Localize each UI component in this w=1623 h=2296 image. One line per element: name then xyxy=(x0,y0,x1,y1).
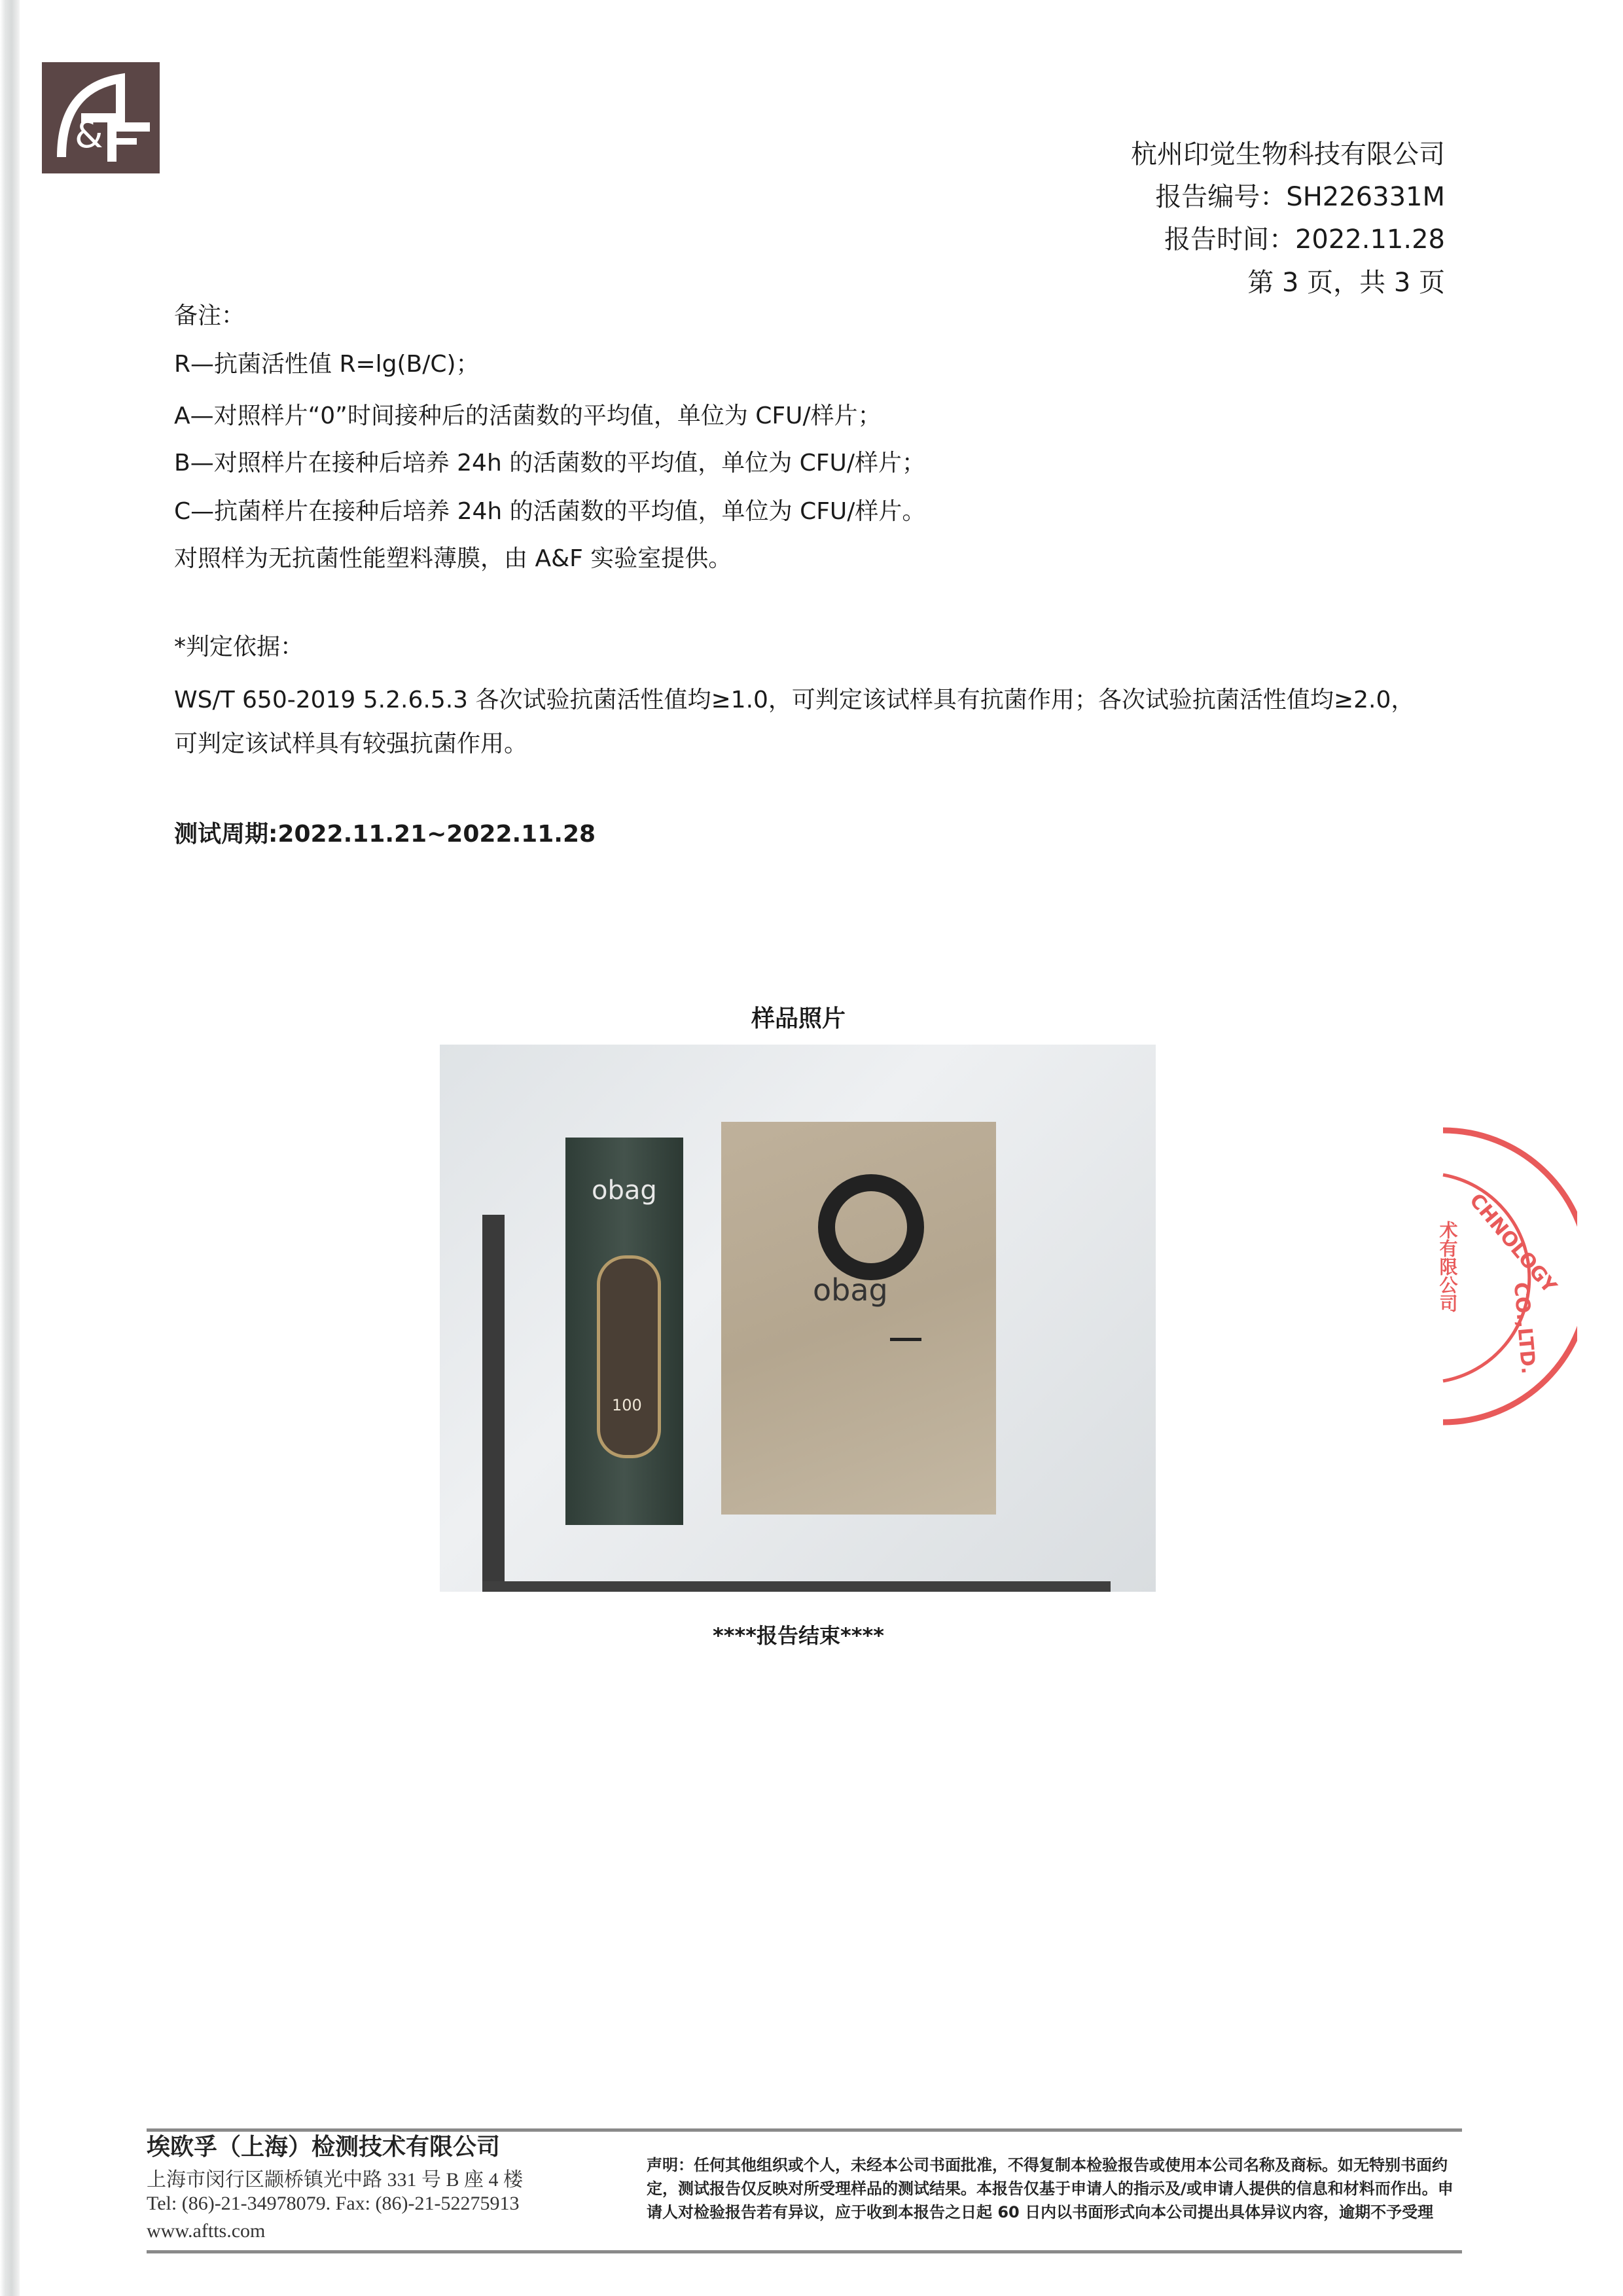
test-period: 测试周期:2022.11.21~2022.11.28 xyxy=(174,821,596,848)
criteria-line: WS/T 650-2019 5.2.6.5.3 各次试验抗菌活性值均≥1.0，可判定该试样具有抗菌作用；各次试验抗菌活性值均≥2.0， xyxy=(174,687,1415,713)
footer-divider-bottom xyxy=(147,2250,1462,2253)
criteria-line: 可判定该试样具有较强抗菌作用。 xyxy=(174,730,528,757)
ruler-horizontal xyxy=(482,1581,1111,1592)
bag-mark xyxy=(890,1338,921,1341)
sample-photo xyxy=(440,1045,1156,1592)
criteria-title: *判定依据： xyxy=(174,634,304,660)
product-bag xyxy=(721,1122,996,1515)
bag-brand: obag xyxy=(813,1272,888,1308)
footer-website: www.aftts.com xyxy=(147,2220,266,2242)
footer-address: 上海市闵行区颛桥镇光中路 331 号 B 座 4 楼 xyxy=(147,2169,524,2191)
scan-edge xyxy=(0,0,20,2296)
client-name: 杭州印觉生物科技有限公司 xyxy=(1131,139,1445,170)
report-date: 报告时间：2022.11.28 xyxy=(1164,224,1445,255)
svg-text:&: & xyxy=(75,114,103,156)
af-logo xyxy=(42,62,160,173)
bag-logo-ring xyxy=(818,1174,924,1280)
note-line: B—对照样片在接种后培养 24h 的活菌数的平均值，单位为 CFU/样片； xyxy=(174,450,925,476)
box-brand: obag xyxy=(592,1175,657,1206)
footer-company: 埃欧孚（上海）检测技术有限公司 xyxy=(147,2134,501,2160)
product-box xyxy=(565,1138,683,1525)
ruler-vertical xyxy=(482,1215,505,1592)
footer-disclaimer: 声明：任何其他组织或个人，未经本公司书面批准，不得复制本检验报告或使用本公司名称及商标。如无特别书面约定，测试报告仅反映对所受理样品的测试结果。本报告仅基于申请人的指示及/或申请人提供的信息和材料而作出。申请人对检验报告若有异议，应于收到本报告之日起 60 日内以书面形式向本公司提出具体异议内容，逾期不予受理 xyxy=(647,2156,1454,2221)
end-of-report: ****报告结束**** xyxy=(713,1623,884,1648)
box-label xyxy=(597,1255,661,1458)
footer-tel-fax: Tel: (86)-21-34978079. Fax: (86)-21-52275913 xyxy=(147,2193,520,2214)
note-line: 对照样为无抗菌性能塑料薄膜，由 A&F 实验室提供。 xyxy=(174,545,732,572)
box-quantity: 100 xyxy=(612,1396,642,1414)
notes-title: 备注： xyxy=(174,302,245,329)
report-number: 报告编号：SH226331M xyxy=(1155,182,1445,212)
note-line: C—抗菌样片在接种后培养 24h 的活菌数的平均值，单位为 CFU/样片。 xyxy=(174,498,926,525)
svg-text:术有限公司: 术有限公司 xyxy=(1436,1221,1459,1312)
note-line: A—对照样片“0”时间接种后的活菌数的平均值，单位为 CFU/样片； xyxy=(174,403,882,429)
company-seal xyxy=(1407,1122,1577,1430)
svg-text:CHNOLOGY: CHNOLOGY xyxy=(1465,1189,1561,1298)
svg-text:CO.,LTD.: CO.,LTD. xyxy=(1508,1281,1540,1375)
photo-title: 样品照片 xyxy=(751,1005,846,1032)
note-line: R—抗菌活性值 R=lg(B/C)； xyxy=(174,351,480,378)
page-number: 第 3 页，共 3 页 xyxy=(1247,268,1445,298)
